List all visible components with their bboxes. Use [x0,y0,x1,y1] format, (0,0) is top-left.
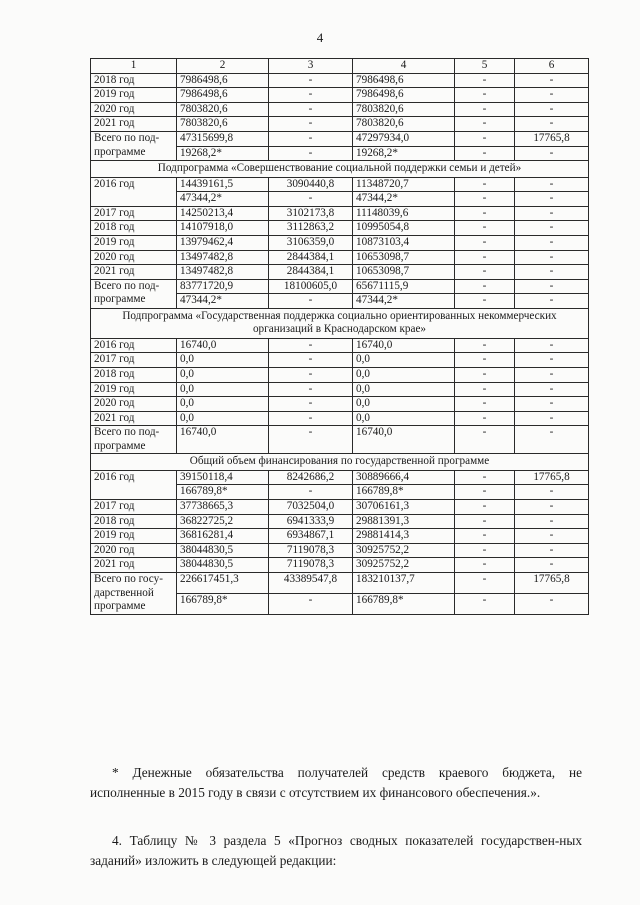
value-cell: - [515,593,589,614]
year-label: 2016 год [91,338,177,353]
value-cell: 30706161,3 [353,500,455,515]
table-row [91,573,589,594]
value-cell: 47315699,8 [177,131,269,146]
value-cell: 47344,2* [353,294,455,309]
header-cell: 1 [91,59,177,74]
value-cell: - [515,514,589,529]
value-cell: - [269,73,353,88]
value-cell: - [455,558,515,573]
page-number: 4 [316,30,324,45]
value-cell: 7803820,6 [177,117,269,132]
value-cell: 0,0 [177,367,269,382]
value-cell: 14439161,5 [177,177,269,192]
value-cell: - [455,353,515,368]
value-cell: 2844384,1 [269,265,353,280]
value-cell: 7986498,6 [353,88,455,103]
value-cell: - [455,177,515,192]
value-cell: - [455,117,515,132]
value-cell: - [455,131,515,146]
section-title: Подпрограмма «Совершенствование социальной поддержки семьи и детей» [91,161,589,177]
value-cell: 38044830,5 [177,558,269,573]
year-label: 2018 год [91,367,177,382]
value-cell: 7119078,3 [269,558,353,573]
header-row [91,59,589,74]
value-cell: 7803820,6 [353,117,455,132]
value-cell: - [455,500,515,515]
year-label: 2016 год [91,470,177,499]
value-cell: - [515,250,589,265]
value-cell: - [515,382,589,397]
value-cell: - [455,250,515,265]
value-cell: 36822725,2 [177,514,269,529]
value-cell: 19268,2* [177,146,269,161]
value-cell: 8242686,2 [269,470,353,485]
value-cell: - [515,88,589,103]
value-cell: - [269,485,353,500]
value-cell: 0,0 [353,411,455,426]
value-cell: 47344,2* [177,294,269,309]
year-label: 2018 год [91,514,177,529]
table-row [91,353,589,368]
value-cell: - [515,500,589,515]
financing-table-body [91,59,589,615]
value-cell: 29881391,3 [353,514,455,529]
value-cell: - [515,558,589,573]
year-label: 2017 год [91,353,177,368]
value-cell: - [515,206,589,221]
value-cell: - [515,235,589,250]
value-cell: - [455,146,515,161]
year-label: 2021 год [91,558,177,573]
value-cell: 29881414,3 [353,529,455,544]
value-cell: - [515,117,589,132]
value-cell: - [455,470,515,485]
value-cell: 18100605,0 [269,279,353,294]
value-cell: 19268,2* [353,146,455,161]
value-cell: - [455,514,515,529]
year-label: 2021 год [91,411,177,426]
value-cell: - [455,265,515,280]
table-row [91,514,589,529]
value-cell: - [269,102,353,117]
year-label: 2020 год [91,397,177,412]
value-cell: - [515,221,589,236]
year-label: 2018 год [91,221,177,236]
value-cell: 7032504,0 [269,500,353,515]
value-cell: - [269,294,353,309]
section-title: Подпрограмма «Государственная поддержка социально ориентированных некоммерческих организаций в Краснодарском крае» [91,308,589,338]
value-cell: 3106359,0 [269,235,353,250]
value-cell: 13979462,4 [177,235,269,250]
value-cell: 39150118,4 [177,470,269,485]
year-label: 2020 год [91,250,177,265]
year-label: 2017 год [91,500,177,515]
table-row [91,529,589,544]
value-cell: 6934867,1 [269,529,353,544]
table-row [91,367,589,382]
value-cell: - [269,146,353,161]
table-row [91,426,589,454]
value-cell: 11148039,6 [353,206,455,221]
value-cell: - [455,397,515,412]
value-cell: 17765,8 [515,131,589,146]
value-cell: - [455,338,515,353]
value-cell: - [515,426,589,454]
year-label: 2016 год [91,177,177,206]
value-cell: 13497482,8 [177,250,269,265]
value-cell: 0,0 [177,397,269,412]
value-cell: - [455,88,515,103]
table-row [91,177,589,192]
table-row [91,131,589,146]
table-row [91,102,589,117]
table-row [91,397,589,412]
value-cell: - [515,338,589,353]
value-cell: 17765,8 [515,573,589,594]
value-cell: 3090440,8 [269,177,353,192]
value-cell: - [515,192,589,207]
header-cell: 5 [455,59,515,74]
footnote: * Денежные обязательства получателей средств краевого бюджета, не исполненные в 2015 году в связи с отсутствием их финансового обеспечения.». [90,765,582,800]
year-label: 2020 год [91,543,177,558]
value-cell: 10873103,4 [353,235,455,250]
section-title: Общий объем финансирования по государственной программе [91,454,589,470]
value-cell: 0,0 [353,397,455,412]
value-cell: 7803820,6 [353,102,455,117]
value-cell: 14107918,0 [177,221,269,236]
table-row [91,117,589,132]
value-cell: 3102173,8 [269,206,353,221]
value-cell: 0,0 [353,353,455,368]
table-row [91,382,589,397]
value-cell: - [455,485,515,500]
value-cell: 47297934,0 [353,131,455,146]
value-cell: - [455,235,515,250]
value-cell: 47344,2* [177,192,269,207]
value-cell: 11348720,7 [353,177,455,192]
value-cell: - [455,593,515,614]
value-cell: 7119078,3 [269,543,353,558]
table-row [91,558,589,573]
value-cell: - [515,73,589,88]
value-cell: - [269,88,353,103]
year-label: Всего по под-программе [91,279,177,308]
year-label: 2018 год [91,73,177,88]
value-cell: - [269,131,353,146]
year-label: 2017 год [91,206,177,221]
value-cell: 10995054,8 [353,221,455,236]
value-cell: 30889666,4 [353,470,455,485]
value-cell: 0,0 [353,382,455,397]
year-label: Всего по под-программе [91,426,177,454]
header-cell: 3 [269,59,353,74]
value-cell: - [515,279,589,294]
value-cell: - [455,221,515,236]
value-cell: 0,0 [177,382,269,397]
section-title-row [91,308,589,338]
year-label: Всего по госу-дарственной программе [91,573,177,615]
value-cell: - [455,206,515,221]
value-cell: - [269,338,353,353]
value-cell: - [455,279,515,294]
value-cell: 166789,8* [353,593,455,614]
value-cell: 226617451,3 [177,573,269,594]
value-cell: 65671115,9 [353,279,455,294]
value-cell: 2844384,1 [269,250,353,265]
value-cell: 3112863,2 [269,221,353,236]
value-cell: - [515,102,589,117]
value-cell: - [515,265,589,280]
header-cell: 2 [177,59,269,74]
value-cell: 166789,8* [353,485,455,500]
value-cell: 47344,2* [353,192,455,207]
table-row [91,235,589,250]
value-cell: 7803820,6 [177,102,269,117]
value-cell: 16740,0 [353,338,455,353]
value-cell: 0,0 [177,353,269,368]
table-row [91,411,589,426]
value-cell: 183210137,7 [353,573,455,594]
value-cell: - [515,367,589,382]
value-cell: 7986498,6 [177,73,269,88]
value-cell: - [455,367,515,382]
header-cell: 4 [353,59,455,74]
table-row [91,250,589,265]
value-cell: 7986498,6 [177,88,269,103]
year-label: 2019 год [91,529,177,544]
value-cell: - [455,529,515,544]
value-cell: 30925752,2 [353,543,455,558]
value-cell: 14250213,4 [177,206,269,221]
value-cell: 17765,8 [515,470,589,485]
value-cell: 36816281,4 [177,529,269,544]
value-cell: - [515,353,589,368]
table-row [91,221,589,236]
value-cell: 0,0 [177,411,269,426]
value-cell: - [515,543,589,558]
value-cell: - [455,102,515,117]
value-cell: - [455,426,515,454]
table-row [91,206,589,221]
financing-table [90,58,589,615]
value-cell: - [515,146,589,161]
value-cell: - [455,411,515,426]
value-cell: - [515,529,589,544]
value-cell: - [269,353,353,368]
value-cell: - [455,192,515,207]
value-cell: - [269,382,353,397]
table-row [91,265,589,280]
value-cell: 30925752,2 [353,558,455,573]
header-cell: 6 [515,59,589,74]
value-cell: 166789,8* [177,485,269,500]
year-label: 2019 год [91,88,177,103]
value-cell: - [269,192,353,207]
table-row [91,470,589,485]
year-label: 2021 год [91,265,177,280]
value-cell: - [515,397,589,412]
value-cell: 16740,0 [353,426,455,454]
year-label: Всего по под-программе [91,131,177,160]
value-cell: 10653098,7 [353,250,455,265]
value-cell: 83771720,9 [177,279,269,294]
value-cell: 0,0 [353,367,455,382]
value-cell: - [455,573,515,594]
value-cell: - [515,485,589,500]
section-title-row [91,161,589,177]
value-cell: 38044830,5 [177,543,269,558]
table-row [91,279,589,294]
table-row [91,543,589,558]
year-label: 2019 год [91,382,177,397]
value-cell: 37738665,3 [177,500,269,515]
value-cell: - [515,411,589,426]
value-cell: - [455,382,515,397]
value-cell: - [515,294,589,309]
year-label: 2021 год [91,117,177,132]
value-cell: - [269,593,353,614]
value-cell: 6941333,9 [269,514,353,529]
table-row [91,73,589,88]
section-title-row [91,454,589,470]
year-label: 2019 год [91,235,177,250]
value-cell: 16740,0 [177,338,269,353]
value-cell: 10653098,7 [353,265,455,280]
value-cell: 166789,8* [177,593,269,614]
value-cell: - [455,73,515,88]
value-cell: 13497482,8 [177,265,269,280]
value-cell: - [515,177,589,192]
table-row [91,500,589,515]
value-cell: - [269,367,353,382]
value-cell: - [269,117,353,132]
value-cell: 7986498,6 [353,73,455,88]
value-cell: - [269,411,353,426]
year-label: 2020 год [91,102,177,117]
value-cell: - [455,294,515,309]
value-cell: 43389547,8 [269,573,353,594]
amendment-paragraph: 4. Таблицу № 3 раздела 5 «Прогноз сводных показателей государствен-ных заданий» изложить в следующей редакции: [90,833,582,868]
table-row [91,88,589,103]
value-cell: - [269,397,353,412]
value-cell: 16740,0 [177,426,269,454]
value-cell: - [455,543,515,558]
value-cell: - [269,426,353,454]
table-row [91,338,589,353]
